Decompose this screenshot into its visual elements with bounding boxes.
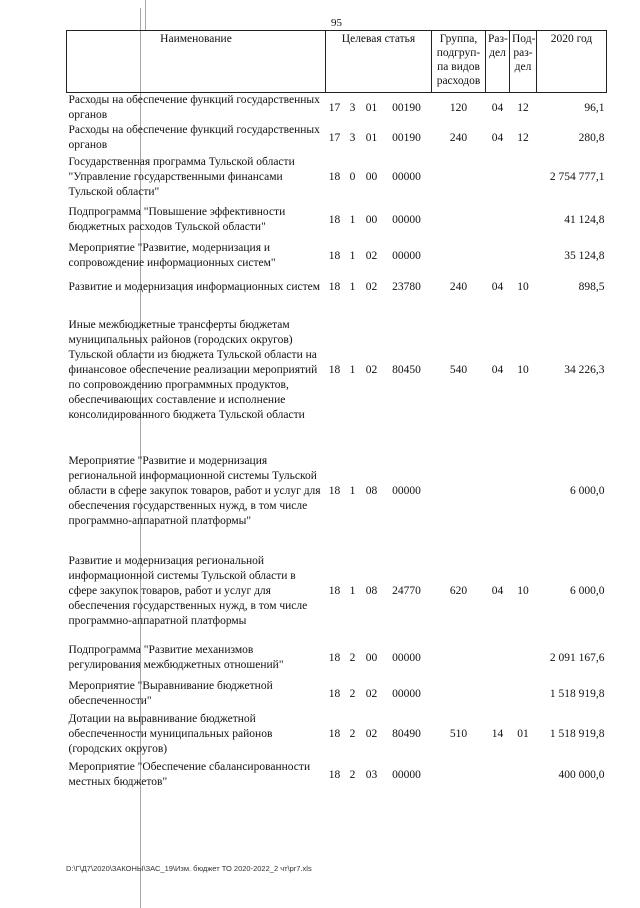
header-name: Наименование bbox=[67, 31, 326, 93]
target-code-3: 00 bbox=[365, 213, 378, 226]
target-code-1: 18 bbox=[328, 363, 341, 376]
target-code-1: 17 bbox=[328, 131, 341, 144]
table-row bbox=[67, 239, 607, 273]
subsection-code: 12 bbox=[517, 131, 529, 144]
expense-group: 620 bbox=[449, 584, 468, 597]
table-body bbox=[67, 93, 607, 794]
amount-2020: 2 091 167,6 bbox=[549, 651, 605, 664]
target-code-2: 1 bbox=[349, 213, 356, 226]
target-code-1: 17 bbox=[328, 101, 341, 114]
amount-2020: 2 754 777,1 bbox=[549, 170, 605, 183]
subsection-code bbox=[510, 153, 537, 201]
target-code-2: 2 bbox=[349, 651, 356, 664]
subsection-code bbox=[510, 201, 537, 239]
expense-group bbox=[432, 757, 486, 793]
expense-group bbox=[432, 239, 486, 273]
table-row bbox=[67, 543, 607, 639]
target-code-2: 1 bbox=[349, 249, 356, 262]
expense-group bbox=[432, 153, 486, 201]
target-code-2: 1 bbox=[349, 363, 356, 376]
section-code bbox=[486, 239, 510, 273]
table-row bbox=[67, 201, 607, 239]
target-code-1: 18 bbox=[328, 687, 341, 700]
row-name: Мероприятие "Развитие, модернизация и сопровождение информационных систем" bbox=[68, 242, 276, 269]
target-code-3: 08 bbox=[365, 584, 378, 597]
target-code-1: 18 bbox=[328, 727, 341, 740]
amount-2020: 898,5 bbox=[578, 280, 605, 293]
header-subsection: Под-раз-дел bbox=[510, 31, 537, 93]
section-code bbox=[486, 757, 510, 793]
target-code-1: 18 bbox=[328, 768, 341, 781]
target-code-1: 18 bbox=[328, 280, 341, 293]
target-code-4: 00000 bbox=[392, 768, 421, 781]
section-code bbox=[486, 677, 510, 711]
header-year: 2020 год bbox=[537, 31, 607, 93]
table-row bbox=[67, 711, 607, 757]
row-name: Развитие и модернизация региональной информационной системы Тульской области в сфере закупок товаров, работ и услуг для обеспечения государственных нужд, в том числе программно-аппаратной платформы bbox=[68, 554, 308, 627]
expense-group bbox=[432, 677, 486, 711]
target-code-3: 08 bbox=[365, 484, 378, 497]
section-code bbox=[486, 153, 510, 201]
target-code-1: 18 bbox=[328, 484, 341, 497]
target-code-4: 80490 bbox=[392, 727, 421, 740]
target-code-1: 18 bbox=[328, 651, 341, 664]
scan-artifact-line bbox=[145, 0, 146, 30]
amount-2020: 1 518 919,8 bbox=[549, 727, 605, 740]
subsection-code bbox=[510, 757, 537, 793]
row-name: Развитие и модернизация информационных систем bbox=[68, 280, 321, 293]
table-row bbox=[67, 123, 607, 153]
table-header bbox=[67, 31, 607, 93]
target-code-3: 02 bbox=[365, 687, 378, 700]
table-row bbox=[67, 301, 607, 439]
table-row bbox=[67, 639, 607, 677]
amount-2020: 34 226,3 bbox=[564, 363, 605, 376]
row-name: Иные межбюджетные трансферты бюджетам муниципальных районов (городских округов) Тульской области из бюджета Тульской области на финансовое обеспечение реализации мероприятий по сопровождению программных продуктов, обеспечивающих составление и исполнение консолидированного бюджета Тульской области bbox=[68, 318, 318, 421]
target-code-3: 00 bbox=[365, 170, 378, 183]
amount-2020: 41 124,8 bbox=[564, 213, 605, 226]
amount-2020: 1 518 919,8 bbox=[549, 687, 605, 700]
target-code-4: 23780 bbox=[392, 280, 421, 293]
table-row bbox=[67, 677, 607, 711]
target-code-3: 02 bbox=[365, 249, 378, 262]
expense-group bbox=[432, 201, 486, 239]
subsection-code bbox=[510, 677, 537, 711]
subsection-code bbox=[510, 239, 537, 273]
target-code-2: 1 bbox=[349, 484, 356, 497]
subsection-code bbox=[510, 439, 537, 543]
expense-group: 540 bbox=[449, 363, 468, 376]
row-name: Дотации на выравнивание бюджетной обеспеченности муниципальных районов (городских округов) bbox=[68, 712, 273, 755]
row-name: Государственная программа Тульской области "Управление государственными финансами Тульской области" bbox=[68, 155, 295, 198]
section-code: 04 bbox=[491, 363, 504, 376]
target-code-3: 02 bbox=[365, 363, 378, 376]
section-code bbox=[486, 439, 510, 543]
file-path-footer: D:\Г\Д7\2020\ЗАКОНЫ\ЗАС_19\Изм. бюджет ТО 2020-2022_2 чт\pr7.xls bbox=[66, 864, 312, 873]
target-code-3: 00 bbox=[365, 651, 378, 664]
target-code-4: 00000 bbox=[392, 484, 421, 497]
target-code-2: 1 bbox=[349, 280, 356, 293]
section-code: 14 bbox=[491, 727, 504, 740]
expense-group: 240 bbox=[449, 280, 468, 293]
expense-group: 510 bbox=[449, 727, 468, 740]
target-code-4: 00000 bbox=[392, 249, 421, 262]
target-code-3: 03 bbox=[365, 768, 378, 781]
expense-group bbox=[432, 639, 486, 677]
row-name: Расходы на обеспечение функций государственных органов bbox=[68, 94, 320, 121]
section-code bbox=[486, 639, 510, 677]
target-code-4: 00000 bbox=[392, 170, 421, 183]
header-target-article: Целевая статья bbox=[326, 31, 432, 93]
subsection-code: 10 bbox=[517, 363, 529, 376]
section-code: 04 bbox=[491, 280, 504, 293]
amount-2020: 35 124,8 bbox=[564, 249, 605, 262]
row-name: Расходы на обеспечение функций государственных органов bbox=[68, 124, 320, 151]
target-code-1: 18 bbox=[328, 213, 341, 226]
target-code-2: 2 bbox=[349, 768, 356, 781]
subsection-code bbox=[510, 639, 537, 677]
target-code-3: 01 bbox=[365, 131, 378, 144]
section-code: 04 bbox=[491, 131, 504, 144]
expense-group: 240 bbox=[449, 131, 468, 144]
target-code-2: 3 bbox=[349, 101, 356, 114]
target-code-4: 00190 bbox=[392, 131, 421, 144]
table-row bbox=[67, 273, 607, 301]
amount-2020: 6 000,0 bbox=[570, 484, 605, 497]
section-code: 04 bbox=[491, 101, 504, 114]
subsection-code: 10 bbox=[517, 280, 529, 293]
row-name: Подпрограмма "Развитие механизмов регулирования межбюджетных отношений" bbox=[68, 644, 284, 671]
subsection-code: 10 bbox=[517, 584, 529, 597]
target-code-3: 02 bbox=[365, 727, 378, 740]
row-name: Подпрограмма "Повышение эффективности бюджетных расходов Тульской области" bbox=[68, 206, 286, 233]
page-number: 95 bbox=[331, 17, 342, 29]
table-row bbox=[67, 153, 607, 201]
amount-2020: 400 000,0 bbox=[558, 768, 605, 781]
target-code-2: 2 bbox=[349, 687, 356, 700]
row-name: Мероприятие "Выравнивание бюджетной обеспеченности" bbox=[68, 680, 273, 707]
amount-2020: 280,8 bbox=[578, 131, 605, 144]
expense-group bbox=[432, 439, 486, 543]
target-code-2: 0 bbox=[349, 170, 356, 183]
header-group: Группа, подгруп-па видов расходов bbox=[432, 31, 486, 93]
table-row bbox=[67, 93, 607, 124]
target-code-4: 00000 bbox=[392, 687, 421, 700]
budget-table bbox=[66, 30, 607, 793]
target-code-4: 00190 bbox=[392, 101, 421, 114]
target-code-1: 18 bbox=[328, 584, 341, 597]
amount-2020: 96,1 bbox=[584, 101, 605, 114]
section-code bbox=[486, 201, 510, 239]
table-row bbox=[67, 439, 607, 543]
header-section: Раз-дел bbox=[486, 31, 510, 93]
target-code-3: 01 bbox=[365, 101, 378, 114]
row-name: Мероприятие "Обеспечение сбалансированности местных бюджетов" bbox=[68, 761, 311, 788]
row-name: Мероприятие "Развитие и модернизация региональной информационной системы Тульской области в сфере закупок товаров, работ и услуг для обеспечения государственных нужд, в том числе программно-аппаратной платформы" bbox=[68, 454, 321, 527]
section-code: 04 bbox=[491, 584, 504, 597]
target-code-2: 1 bbox=[349, 584, 356, 597]
expense-group: 120 bbox=[449, 101, 468, 114]
target-code-4: 00000 bbox=[392, 651, 421, 664]
target-code-4: 24770 bbox=[392, 584, 421, 597]
target-code-2: 2 bbox=[349, 727, 356, 740]
amount-2020: 6 000,0 bbox=[570, 584, 605, 597]
table-row bbox=[67, 757, 607, 793]
subsection-code: 01 bbox=[517, 727, 529, 740]
target-code-3: 02 bbox=[365, 280, 378, 293]
subsection-code: 12 bbox=[517, 101, 529, 114]
target-code-4: 00000 bbox=[392, 213, 421, 226]
target-code-2: 3 bbox=[349, 131, 356, 144]
target-code-1: 18 bbox=[328, 170, 341, 183]
target-code-4: 80450 bbox=[392, 363, 421, 376]
target-code-1: 18 bbox=[328, 249, 341, 262]
